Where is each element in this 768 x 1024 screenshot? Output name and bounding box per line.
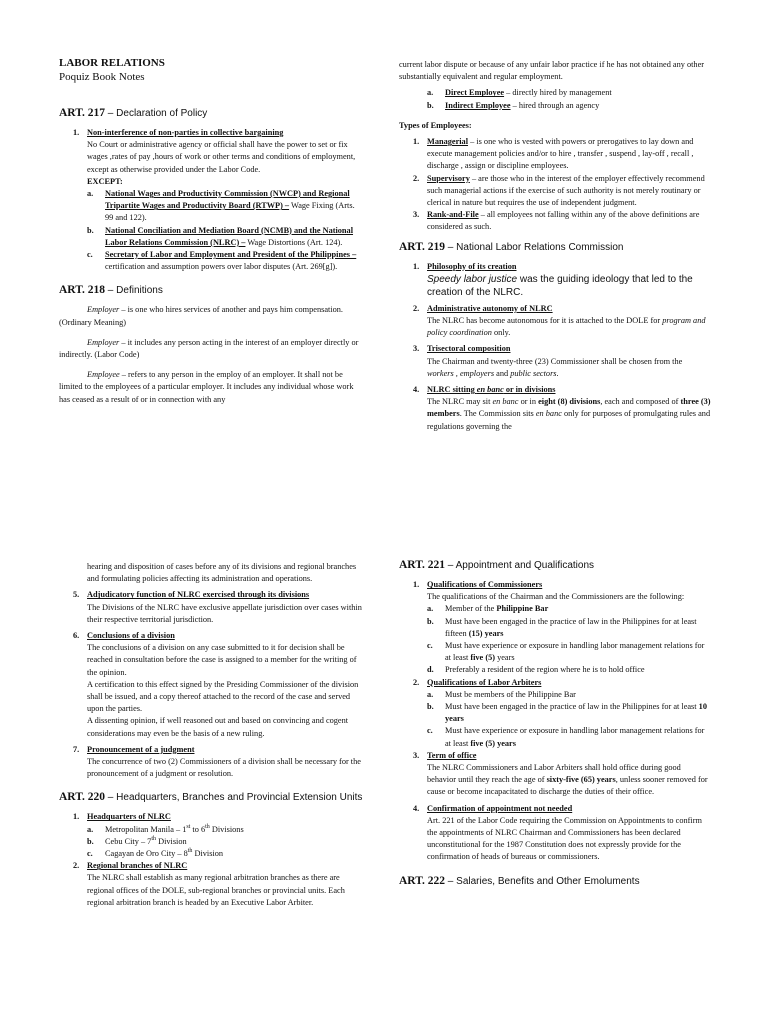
- art219-item-6-text-2: A certification to this effect signed by the Presiding Commissioner of the division shall be issued, and a copy thereof attached to the record of the case and served upon the parties.: [87, 679, 359, 714]
- commissioner-qualifications: [399, 603, 711, 676]
- art221-item-1-text: The qualifications of the Chairman and the Commissioners are the following:: [427, 592, 685, 602]
- hq-cagayan: c. Cagayan de Oro City – 8th Division: [87, 848, 224, 859]
- employee-kinds: [399, 87, 711, 111]
- art221-item-1: 1. Qualifications of Commissioners: [413, 580, 543, 589]
- direct-employee: a. Direct Employee – directly hired by management: [427, 88, 612, 98]
- art221-item-4: 4. Confirmation of appointment not needed: [413, 803, 573, 813]
- art219-item-1-text: Speedy labor justice was the guiding ideology that led to the creation of the NLRC.: [427, 273, 693, 298]
- art221-item-3-text: The NLRC Commissioners and Labor Arbiters shall hold office during good behavior until they reach the age of sixty-five (65) years, unless sooner removed for cause or become incapacitated to discharge the duties of their office.: [427, 763, 708, 797]
- art221-heading: ART. 221 – Appointment and Qualifications: [399, 559, 595, 571]
- art218-employer-laborcode: Employer – it includes any person acting in the interest of an employer directly or indirectly. (Labor Code): [59, 337, 359, 360]
- art219-item-4-text: The NLRC may sit en banc or in eight (8) divisions, each and composed of three (3) members. The Commission sits en banc only for purposes of promulgating rules and regulations governing the: [427, 397, 711, 431]
- page-title: LABOR RELATIONS: [59, 57, 165, 69]
- art221-item-4-text: Art. 221 of the Labor Code requiring the Commission on Appointments to confirm the appointments of NLRC Chairman and Commissioners has been declared unconstitutional for the 1987 Constitution does not expressly provide for the confirmation of heads of bureaus or commissioners.: [427, 815, 702, 862]
- art217-item-1: 1. Non-interference of non-parties in collective bargaining: [73, 128, 284, 137]
- art219-item-2: 2. Administrative autonomy of NLRC: [413, 303, 553, 313]
- art220-headquarters-list: [59, 824, 364, 861]
- art219-item-6: 6. Conclusions of a division: [73, 631, 175, 641]
- art221-item-3: 3. Term of office: [413, 750, 477, 760]
- art219-item-3-text: The Chairman and twenty-three (23) Commissioner shall be chosen from the workers , employers and public sectors.: [427, 356, 683, 378]
- cq-b: b. Must have been engaged in the practice of law in the Philippines for at least fifteen (15) years: [427, 616, 697, 638]
- art220-item-2-text: The NLRC shall establish as many regional arbitration branches as there are regional offices of the DOLE, sub-regional branches or provincial units. Each regional arbitration branch is headed by an Executive Labor Arbiter.: [87, 873, 345, 907]
- art219-item-7: 7. Pronouncement of a judgment: [73, 744, 195, 754]
- cq-d: d. Preferably a resident of the region where he is to hold office: [427, 665, 645, 675]
- hq-metro-manila: a. Metropolitan Manila – 1st to 6th Divisions: [87, 823, 244, 834]
- types-of-employees-label: Types of Employees:: [399, 120, 472, 130]
- art219-item-1: 1. Philosophy of its creation: [413, 261, 517, 271]
- art219-item-3: 3. Trisectoral composition: [413, 344, 511, 354]
- art218-employer-ordinary: Employer – is one who hires services of another and pays him compensation. (Ordinary Meaning): [59, 305, 343, 327]
- art217-sublist: [59, 188, 364, 273]
- aq-b: b. Must have been engaged in the practice of law in the Philippines for at least 10 years: [427, 702, 707, 724]
- top-left-column: [59, 57, 364, 410]
- type-supervisory: 2. Supervisory – are those who in the interest of the employer effectively recommend such managerial actions if the exercise of such authority is not merely routinary or clerical in nature but requires the use of independent judgment.: [413, 173, 705, 208]
- hq-cebu: b. Cebu City – 7th Division: [87, 836, 187, 846]
- art217-sub-b: b. National Conciliation and Mediation Board (NCMB) and the National Labor Relations Commission (NLRC) – Wage Distortions (Art. 124).: [87, 225, 354, 247]
- art219-item-7-text: The concurrence of two (2) Commissioners of a division shall be necessary for the pronouncement of a judgment or resolution.: [87, 757, 361, 779]
- art217-heading: ART. 217 – Declaration of Policy: [59, 107, 208, 119]
- art217-item-1-heading: Non-interference of non-parties in collective bargaining: [87, 128, 284, 137]
- art217-sub-c: c. Secretary of Labor and Employment and President of the Philippines – certification and assumption powers over labor disputes (Art. 269[g]).: [87, 250, 357, 272]
- art220-heading: ART. 220 – Headquarters, Branches and Provincial Extension Units: [59, 791, 363, 804]
- art217-sub-a: a. National Wages and Productivity Commission (NWCP) and Regional Tripartite Wages and Productivity Board (RTWP) – Wage Fixing (Arts. 99 and 122).: [87, 189, 355, 223]
- art219-item-4: 4. NLRC sitting en banc or in divisions: [413, 385, 556, 395]
- art219-item-5-text: The Divisions of the NLRC have exclusive appellate jurisdiction over cases within their respective territorial jurisdiction.: [87, 602, 362, 624]
- art219-heading: ART. 219 – National Labor Relations Commission: [399, 240, 624, 253]
- type-managerial: 1. Managerial – is one who is vested with powers or prerogatives to lay down and execute management policies and/or to hire , transfer , suspend , lay-off , recall , discharge , assign or discipline employees.: [413, 137, 694, 171]
- bottom-right-column: [399, 558, 711, 895]
- cq-a: a. Member of the Philippine Bar: [427, 604, 549, 614]
- art222-heading: ART. 222 – Salaries, Benefits and Other Emoluments: [399, 874, 640, 887]
- aq-a: a. Must be members of the Philippine Bar: [427, 689, 576, 699]
- art218-employee-cont: current labor dispute or because of any unfair labor practice if he has not obtained any other substantially equivalent and regular employment.: [399, 60, 705, 82]
- art217-except: EXCEPT:: [87, 176, 123, 186]
- art219-item-6-text-3: A dissenting opinion, if well reasoned out and based on convincing and cogent considerations may even be the basis of a new ruling.: [87, 716, 349, 738]
- top-right-column: [399, 59, 711, 437]
- type-rank-and-file: 3. Rank-and-File – all employees not falling within any of the above definitions are considered as such.: [413, 210, 700, 232]
- cq-c: c. Must have experience or exposure in handling labor management relations for at least five (5) years: [427, 641, 705, 663]
- art220-item-2: 2. Regional branches of NLRC: [73, 861, 188, 871]
- art221-item-2: 2. Qualifications of Labor Arbiters: [413, 677, 542, 687]
- art219-item-5: 5. Adjudicatory function of NLRC exercised through its divisions: [73, 590, 310, 600]
- indirect-employee: b. Indirect Employee – hired through an agency: [427, 100, 600, 110]
- aq-c: c. Must have experience or exposure in handling labor management relations for at least five (5) years: [427, 726, 705, 748]
- art220-item-1: 1. Headquarters of NLRC: [73, 812, 171, 822]
- art219-item-2-text: The NLRC has become autonomous for it is attached to the DOLE for program and policy coordination only.: [427, 316, 706, 338]
- page-subtitle: Poquiz Book Notes: [59, 71, 145, 83]
- art219-item-6-text-1: The conclusions of a division on any case submitted to it for decision shall be reached in consultation before the case is assigned to a member for the writing of the opinion.: [87, 643, 357, 677]
- art217-item-1-text: No Court or administrative agency or official shall have the power to set or fix wages ,rates of pay ,hours of work or other terms and conditions of employment, except as otherwise provided under the Labor Code.: [87, 140, 356, 174]
- art219-item-4-cont: hearing and disposition of cases before any of its divisions and regional branches and formulating policies affecting its administration and operations.: [87, 562, 357, 584]
- art218-employee: Employee – refers to any person in the employ of an employer. It shall not be limited to the employees of a particular employer. It includes any individual whose work has ceased as a result of or in connection with any: [59, 370, 354, 404]
- art218-heading: ART. 218 – Definitions: [59, 284, 163, 297]
- arbiter-qualifications: [399, 689, 711, 750]
- bottom-left-column: [59, 561, 364, 913]
